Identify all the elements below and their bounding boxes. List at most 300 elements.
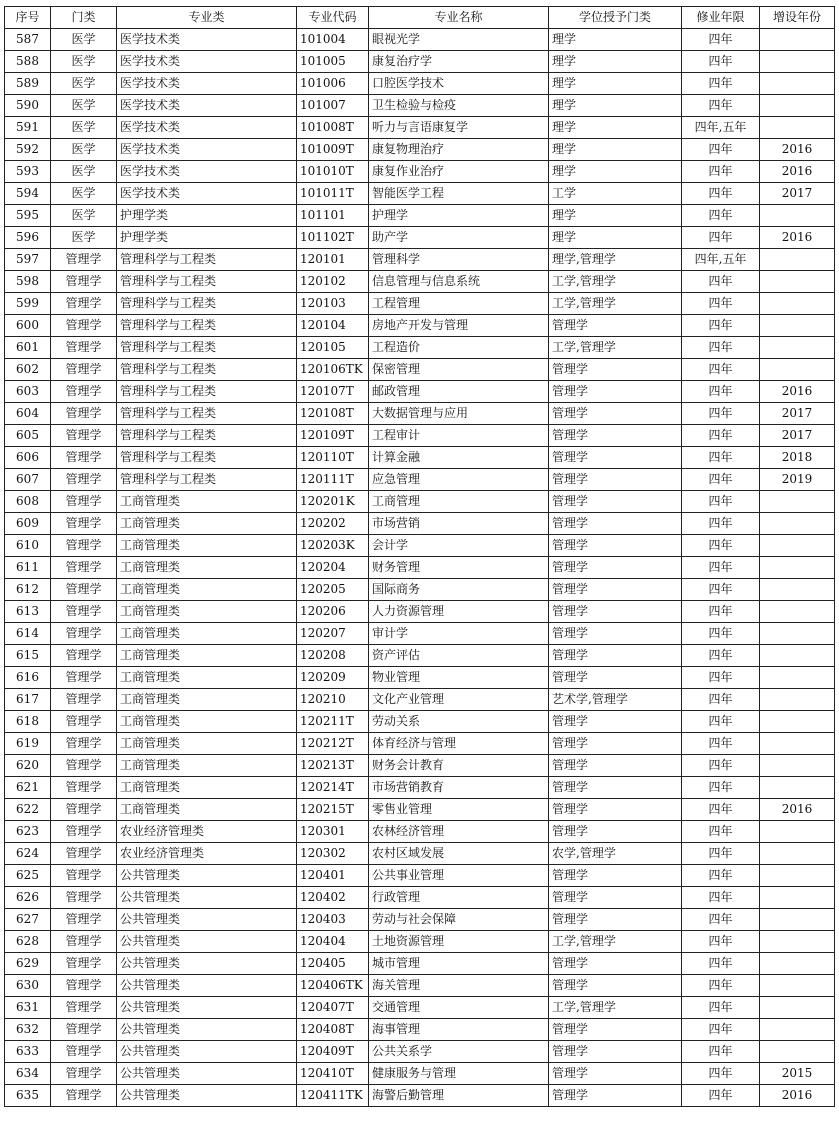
year-added-cell (760, 601, 835, 623)
category-cell: 管理学 (51, 931, 117, 953)
category-cell: 管理学 (51, 579, 117, 601)
category-cell: 管理学 (51, 711, 117, 733)
table-row (5, 711, 835, 733)
degree-cell: 管理学 (549, 601, 682, 623)
category-cell: 医学 (51, 29, 117, 51)
index-cell: 635 (5, 1085, 51, 1107)
duration-cell: 四年 (682, 29, 760, 51)
index-cell: 594 (5, 183, 51, 205)
degree-cell: 管理学 (549, 1063, 682, 1085)
year-added-cell (760, 821, 835, 843)
year-added-cell (760, 623, 835, 645)
category-cell: 管理学 (51, 777, 117, 799)
code-cell: 120102 (297, 271, 369, 293)
index-cell: 612 (5, 579, 51, 601)
table-row (5, 777, 835, 799)
year-added-cell (760, 557, 835, 579)
major-name-cell: 工程造价 (369, 337, 549, 359)
code-cell: 120103 (297, 293, 369, 315)
code-cell: 120107T (297, 381, 369, 403)
degree-cell: 管理学 (549, 645, 682, 667)
degree-cell: 管理学 (549, 579, 682, 601)
duration-cell: 四年 (682, 469, 760, 491)
major-name-cell: 护理学 (369, 205, 549, 227)
major-name-cell: 卫生检验与检疫 (369, 95, 549, 117)
major-name-cell: 行政管理 (369, 887, 549, 909)
category-cell: 管理学 (51, 249, 117, 271)
table-row (5, 755, 835, 777)
major-name-cell: 康复治疗学 (369, 51, 549, 73)
category-cell: 管理学 (51, 623, 117, 645)
category-cell: 管理学 (51, 909, 117, 931)
duration-cell: 四年 (682, 601, 760, 623)
major-name-cell: 工商管理 (369, 491, 549, 513)
year-added-cell (760, 535, 835, 557)
category-cell: 管理学 (51, 601, 117, 623)
duration-cell: 四年 (682, 337, 760, 359)
major-class-cell: 工商管理类 (117, 667, 297, 689)
category-cell: 管理学 (51, 469, 117, 491)
table-row (5, 821, 835, 843)
table-row (5, 447, 835, 469)
year-added-cell (760, 579, 835, 601)
index-cell: 630 (5, 975, 51, 997)
table-row (5, 535, 835, 557)
duration-cell: 四年 (682, 997, 760, 1019)
category-cell: 管理学 (51, 315, 117, 337)
major-name-cell: 工程审计 (369, 425, 549, 447)
degree-cell: 管理学 (549, 1019, 682, 1041)
major-name-cell: 保密管理 (369, 359, 549, 381)
duration-cell: 四年 (682, 777, 760, 799)
degree-cell: 工学,管理学 (549, 337, 682, 359)
table-row (5, 997, 835, 1019)
degree-cell: 管理学 (549, 623, 682, 645)
table-row (5, 139, 835, 161)
category-cell: 管理学 (51, 535, 117, 557)
category-cell: 管理学 (51, 799, 117, 821)
major-class-cell: 医学技术类 (117, 29, 297, 51)
category-cell: 医学 (51, 205, 117, 227)
code-cell: 120302 (297, 843, 369, 865)
major-class-cell: 公共管理类 (117, 1019, 297, 1041)
index-cell: 601 (5, 337, 51, 359)
table-row (5, 51, 835, 73)
duration-cell: 四年 (682, 645, 760, 667)
category-cell: 管理学 (51, 953, 117, 975)
table-row (5, 667, 835, 689)
duration-cell: 四年,五年 (682, 117, 760, 139)
duration-cell: 四年 (682, 755, 760, 777)
category-cell: 医学 (51, 161, 117, 183)
index-cell: 602 (5, 359, 51, 381)
table-row (5, 403, 835, 425)
degree-cell: 工学,管理学 (549, 293, 682, 315)
major-class-cell: 工商管理类 (117, 689, 297, 711)
category-cell: 管理学 (51, 557, 117, 579)
major-class-cell: 管理科学与工程类 (117, 315, 297, 337)
major-name-cell: 海事管理 (369, 1019, 549, 1041)
major-class-cell: 公共管理类 (117, 909, 297, 931)
duration-cell: 四年 (682, 887, 760, 909)
major-class-cell: 医学技术类 (117, 161, 297, 183)
index-cell: 627 (5, 909, 51, 931)
category-cell: 管理学 (51, 733, 117, 755)
year-added-cell (760, 51, 835, 73)
table-row (5, 227, 835, 249)
major-class-cell: 公共管理类 (117, 931, 297, 953)
index-cell: 605 (5, 425, 51, 447)
code-cell: 120407T (297, 997, 369, 1019)
year-added-cell (760, 29, 835, 51)
table-row (5, 843, 835, 865)
degree-cell: 管理学 (549, 557, 682, 579)
code-cell: 101005 (297, 51, 369, 73)
code-cell: 120106TK (297, 359, 369, 381)
degree-cell: 管理学 (549, 733, 682, 755)
major-class-cell: 公共管理类 (117, 997, 297, 1019)
table-row (5, 491, 835, 513)
major-name-cell: 邮政管理 (369, 381, 549, 403)
code-cell: 120109T (297, 425, 369, 447)
category-cell: 管理学 (51, 997, 117, 1019)
year-added-cell: 2016 (760, 381, 835, 403)
year-added-cell (760, 205, 835, 227)
year-added-cell (760, 337, 835, 359)
major-class-cell: 管理科学与工程类 (117, 425, 297, 447)
index-cell: 617 (5, 689, 51, 711)
major-name-cell: 劳动关系 (369, 711, 549, 733)
table-row (5, 1085, 835, 1107)
category-cell: 管理学 (51, 403, 117, 425)
index-cell: 609 (5, 513, 51, 535)
code-cell: 120403 (297, 909, 369, 931)
duration-cell: 四年 (682, 821, 760, 843)
index-cell: 622 (5, 799, 51, 821)
index-cell: 616 (5, 667, 51, 689)
category-cell: 医学 (51, 95, 117, 117)
code-cell: 120101 (297, 249, 369, 271)
table-row (5, 117, 835, 139)
category-cell: 管理学 (51, 271, 117, 293)
table-row (5, 205, 835, 227)
duration-cell: 四年 (682, 799, 760, 821)
duration-cell: 四年 (682, 953, 760, 975)
table-row (5, 931, 835, 953)
header-cell-index: 序号 (5, 7, 51, 29)
degree-cell: 管理学 (549, 491, 682, 513)
code-cell: 120401 (297, 865, 369, 887)
category-cell: 管理学 (51, 425, 117, 447)
code-cell: 120411TK (297, 1085, 369, 1107)
year-added-cell: 2016 (760, 799, 835, 821)
year-added-cell: 2015 (760, 1063, 835, 1085)
degree-cell: 工学,管理学 (549, 997, 682, 1019)
degree-cell: 管理学 (549, 381, 682, 403)
index-cell: 610 (5, 535, 51, 557)
major-class-cell: 工商管理类 (117, 733, 297, 755)
table-row (5, 557, 835, 579)
major-name-cell: 农村区域发展 (369, 843, 549, 865)
degree-cell: 农学,管理学 (549, 843, 682, 865)
table-row (5, 733, 835, 755)
index-cell: 598 (5, 271, 51, 293)
code-cell: 120207 (297, 623, 369, 645)
major-name-cell: 应急管理 (369, 469, 549, 491)
duration-cell: 四年 (682, 1041, 760, 1063)
major-class-cell: 工商管理类 (117, 601, 297, 623)
index-cell: 631 (5, 997, 51, 1019)
code-cell: 101101 (297, 205, 369, 227)
major-class-cell: 工商管理类 (117, 645, 297, 667)
major-name-cell: 听力与言语康复学 (369, 117, 549, 139)
degree-cell: 管理学 (549, 315, 682, 337)
major-name-cell: 财务管理 (369, 557, 549, 579)
table-row (5, 1019, 835, 1041)
major-name-cell: 大数据管理与应用 (369, 403, 549, 425)
duration-cell: 四年 (682, 381, 760, 403)
table-row (5, 799, 835, 821)
major-name-cell: 眼视光学 (369, 29, 549, 51)
degree-cell: 艺术学,管理学 (549, 689, 682, 711)
table-body (5, 29, 835, 1107)
major-class-cell: 公共管理类 (117, 1063, 297, 1085)
duration-cell: 四年 (682, 425, 760, 447)
table-row (5, 645, 835, 667)
code-cell: 101011T (297, 183, 369, 205)
major-class-cell: 公共管理类 (117, 1085, 297, 1107)
table-row (5, 359, 835, 381)
table-row (5, 29, 835, 51)
major-class-cell: 管理科学与工程类 (117, 271, 297, 293)
category-cell: 医学 (51, 51, 117, 73)
code-cell: 120205 (297, 579, 369, 601)
year-added-cell (760, 359, 835, 381)
table-row (5, 1063, 835, 1085)
year-added-cell (760, 843, 835, 865)
degree-cell: 理学 (549, 29, 682, 51)
index-cell: 623 (5, 821, 51, 843)
year-added-cell: 2017 (760, 183, 835, 205)
code-cell: 120214T (297, 777, 369, 799)
major-name-cell: 房地产开发与管理 (369, 315, 549, 337)
major-class-cell: 工商管理类 (117, 755, 297, 777)
duration-cell: 四年 (682, 1085, 760, 1107)
major-name-cell: 城市管理 (369, 953, 549, 975)
major-class-cell: 管理科学与工程类 (117, 359, 297, 381)
degree-cell: 管理学 (549, 1085, 682, 1107)
index-cell: 590 (5, 95, 51, 117)
major-class-cell: 医学技术类 (117, 117, 297, 139)
duration-cell: 四年 (682, 689, 760, 711)
degree-cell: 理学 (549, 95, 682, 117)
category-cell: 医学 (51, 117, 117, 139)
category-cell: 医学 (51, 227, 117, 249)
index-cell: 632 (5, 1019, 51, 1041)
duration-cell: 四年 (682, 667, 760, 689)
duration-cell: 四年 (682, 557, 760, 579)
table-row (5, 315, 835, 337)
duration-cell: 四年 (682, 535, 760, 557)
table-row (5, 425, 835, 447)
table-row (5, 975, 835, 997)
index-cell: 604 (5, 403, 51, 425)
major-name-cell: 会计学 (369, 535, 549, 557)
major-class-cell: 管理科学与工程类 (117, 403, 297, 425)
index-cell: 603 (5, 381, 51, 403)
degree-cell: 管理学 (549, 887, 682, 909)
table-row (5, 271, 835, 293)
index-cell: 607 (5, 469, 51, 491)
category-cell: 管理学 (51, 755, 117, 777)
major-class-cell: 公共管理类 (117, 975, 297, 997)
index-cell: 633 (5, 1041, 51, 1063)
code-cell: 120408T (297, 1019, 369, 1041)
duration-cell: 四年 (682, 359, 760, 381)
duration-cell: 四年 (682, 161, 760, 183)
degree-cell: 管理学 (549, 755, 682, 777)
year-added-cell: 2016 (760, 139, 835, 161)
degree-cell: 管理学 (549, 469, 682, 491)
duration-cell: 四年 (682, 447, 760, 469)
index-cell: 624 (5, 843, 51, 865)
degree-cell: 管理学 (549, 425, 682, 447)
major-name-cell: 康复作业治疗 (369, 161, 549, 183)
year-added-cell: 2016 (760, 161, 835, 183)
degree-cell: 管理学 (549, 909, 682, 931)
index-cell: 599 (5, 293, 51, 315)
index-cell: 588 (5, 51, 51, 73)
major-name-cell: 工程管理 (369, 293, 549, 315)
category-cell: 管理学 (51, 645, 117, 667)
code-cell: 120206 (297, 601, 369, 623)
duration-cell: 四年 (682, 711, 760, 733)
code-cell: 101009T (297, 139, 369, 161)
major-name-cell: 农林经济管理 (369, 821, 549, 843)
category-cell: 管理学 (51, 667, 117, 689)
major-name-cell: 资产评估 (369, 645, 549, 667)
major-name-cell: 海警后勤管理 (369, 1085, 549, 1107)
degree-cell: 理学 (549, 139, 682, 161)
year-added-cell (760, 689, 835, 711)
category-cell: 管理学 (51, 293, 117, 315)
index-cell: 591 (5, 117, 51, 139)
code-cell: 120301 (297, 821, 369, 843)
degree-cell: 理学 (549, 73, 682, 95)
duration-cell: 四年 (682, 733, 760, 755)
category-cell: 管理学 (51, 1063, 117, 1085)
index-cell: 614 (5, 623, 51, 645)
major-class-cell: 公共管理类 (117, 953, 297, 975)
major-name-cell: 健康服务与管理 (369, 1063, 549, 1085)
table-row (5, 887, 835, 909)
code-cell: 120203K (297, 535, 369, 557)
category-cell: 医学 (51, 73, 117, 95)
code-cell: 120108T (297, 403, 369, 425)
year-added-cell (760, 975, 835, 997)
code-cell: 120211T (297, 711, 369, 733)
degree-cell: 理学 (549, 161, 682, 183)
major-class-cell: 公共管理类 (117, 1041, 297, 1063)
year-added-cell (760, 733, 835, 755)
major-class-cell: 工商管理类 (117, 535, 297, 557)
year-added-cell (760, 249, 835, 271)
degree-cell: 理学 (549, 117, 682, 139)
code-cell: 120210 (297, 689, 369, 711)
index-cell: 606 (5, 447, 51, 469)
major-class-cell: 医学技术类 (117, 51, 297, 73)
table-row (5, 909, 835, 931)
table-row (5, 337, 835, 359)
header-row (5, 7, 835, 29)
index-cell: 634 (5, 1063, 51, 1085)
major-name-cell: 智能医学工程 (369, 183, 549, 205)
degree-cell: 理学 (549, 205, 682, 227)
year-added-cell (760, 645, 835, 667)
degree-cell: 管理学 (549, 403, 682, 425)
duration-cell: 四年,五年 (682, 249, 760, 271)
degree-cell: 管理学 (549, 975, 682, 997)
degree-cell: 管理学 (549, 953, 682, 975)
code-cell: 120402 (297, 887, 369, 909)
code-cell: 120104 (297, 315, 369, 337)
index-cell: 625 (5, 865, 51, 887)
degree-cell: 管理学 (549, 777, 682, 799)
header-cell-duration: 修业年限 (682, 7, 760, 29)
code-cell: 120404 (297, 931, 369, 953)
duration-cell: 四年 (682, 1019, 760, 1041)
major-name-cell: 土地资源管理 (369, 931, 549, 953)
major-name-cell: 交通管理 (369, 997, 549, 1019)
category-cell: 管理学 (51, 865, 117, 887)
duration-cell: 四年 (682, 843, 760, 865)
code-cell: 120204 (297, 557, 369, 579)
index-cell: 613 (5, 601, 51, 623)
year-added-cell (760, 887, 835, 909)
degree-cell: 理学,管理学 (549, 249, 682, 271)
major-name-cell: 人力资源管理 (369, 601, 549, 623)
major-name-cell: 助产学 (369, 227, 549, 249)
code-cell: 120409T (297, 1041, 369, 1063)
major-class-cell: 工商管理类 (117, 557, 297, 579)
duration-cell: 四年 (682, 909, 760, 931)
major-name-cell: 劳动与社会保障 (369, 909, 549, 931)
year-added-cell (760, 293, 835, 315)
header-cell-degree: 学位授予门类 (549, 7, 682, 29)
duration-cell: 四年 (682, 865, 760, 887)
code-cell: 120110T (297, 447, 369, 469)
degree-cell: 工学,管理学 (549, 271, 682, 293)
index-cell: 629 (5, 953, 51, 975)
code-cell: 120406TK (297, 975, 369, 997)
header-cell-year-added: 增设年份 (760, 7, 835, 29)
table-row (5, 689, 835, 711)
major-name-cell: 口腔医学技术 (369, 73, 549, 95)
table-row (5, 865, 835, 887)
duration-cell: 四年 (682, 579, 760, 601)
category-cell: 管理学 (51, 337, 117, 359)
major-class-cell: 护理学类 (117, 205, 297, 227)
year-added-cell (760, 491, 835, 513)
index-cell: 626 (5, 887, 51, 909)
major-name-cell: 零售业管理 (369, 799, 549, 821)
year-added-cell: 2017 (760, 425, 835, 447)
year-added-cell: 2017 (760, 403, 835, 425)
duration-cell: 四年 (682, 139, 760, 161)
major-class-cell: 公共管理类 (117, 887, 297, 909)
duration-cell: 四年 (682, 513, 760, 535)
duration-cell: 四年 (682, 73, 760, 95)
